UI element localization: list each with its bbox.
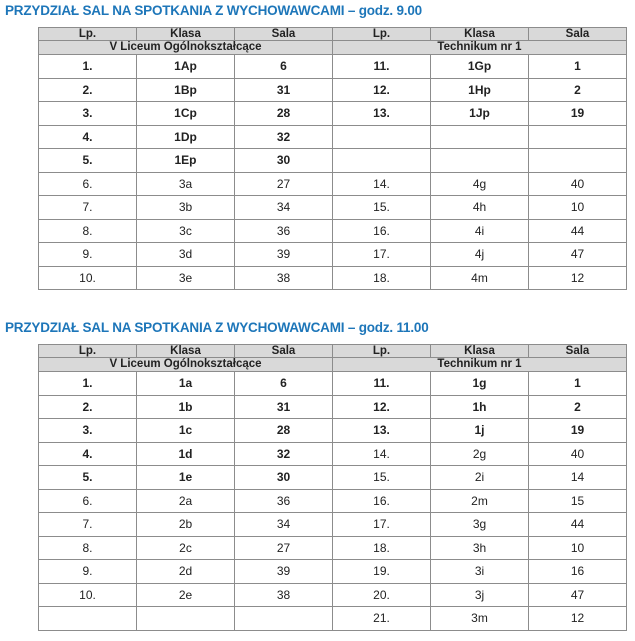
lp-cell: 18. [333, 266, 431, 290]
lp-cell: 7. [39, 513, 137, 537]
table-row [39, 102, 627, 126]
school-name-liceum: V Liceum Ogólnokształcące [39, 358, 333, 372]
sala-header: Sala [529, 28, 627, 41]
lp-cell: 16. [333, 219, 431, 243]
schedule-table-11 [38, 344, 627, 631]
lp-cell: 10. [39, 266, 137, 290]
klasa-cell: 3i [431, 560, 529, 584]
klasa-header: Klasa [137, 345, 235, 358]
sala-cell: 14 [529, 466, 627, 490]
klasa-cell [137, 607, 235, 631]
klasa-cell: 3j [431, 583, 529, 607]
sala-cell: 31 [235, 395, 333, 419]
lp-cell: 6. [39, 172, 137, 196]
sala-cell: 19 [529, 102, 627, 126]
sala-cell: 28 [235, 102, 333, 126]
table-row [39, 395, 627, 419]
lp-cell: 13. [333, 102, 431, 126]
lp-cell: 4. [39, 442, 137, 466]
sala-cell: 34 [235, 513, 333, 537]
school-name-liceum: V Liceum Ogólnokształcące [39, 41, 333, 55]
sala-cell: 2 [529, 395, 627, 419]
sala-cell: 32 [235, 442, 333, 466]
lp-cell: 3. [39, 102, 137, 126]
sala-cell: 38 [235, 583, 333, 607]
school-group-row [39, 358, 627, 372]
table-row [39, 78, 627, 102]
klasa-cell: 2a [137, 489, 235, 513]
table-row [39, 243, 627, 267]
klasa-cell [431, 125, 529, 149]
lp-cell: 6. [39, 489, 137, 513]
klasa-cell: 3e [137, 266, 235, 290]
lp-cell: 15. [333, 466, 431, 490]
table-row [39, 607, 627, 631]
klasa-cell: 1Cp [137, 102, 235, 126]
klasa-cell: 1Dp [137, 125, 235, 149]
lp-cell: 12. [333, 78, 431, 102]
lp-cell: 5. [39, 466, 137, 490]
sala-cell: 27 [235, 536, 333, 560]
lp-cell: 12. [333, 395, 431, 419]
sala-cell: 2 [529, 78, 627, 102]
lp-cell [39, 607, 137, 631]
table-row [39, 560, 627, 584]
lp-cell: 9. [39, 243, 137, 267]
klasa-cell: 4i [431, 219, 529, 243]
sala-cell: 47 [529, 583, 627, 607]
table-row [39, 489, 627, 513]
klasa-cell: 3c [137, 219, 235, 243]
sala-cell: 1 [529, 372, 627, 396]
table-row [39, 419, 627, 443]
sala-cell: 10 [529, 196, 627, 220]
sala-cell: 40 [529, 172, 627, 196]
lp-cell: 1. [39, 55, 137, 79]
lp-cell: 7. [39, 196, 137, 220]
klasa-cell: 1e [137, 466, 235, 490]
sala-cell: 44 [529, 219, 627, 243]
klasa-cell: 1Jp [431, 102, 529, 126]
klasa-cell: 2m [431, 489, 529, 513]
klasa-cell: 2e [137, 583, 235, 607]
klasa-cell: 2c [137, 536, 235, 560]
klasa-cell: 3d [137, 243, 235, 267]
lp-cell: 4. [39, 125, 137, 149]
lp-cell: 2. [39, 395, 137, 419]
klasa-cell: 3h [431, 536, 529, 560]
lp-cell: 14. [333, 442, 431, 466]
klasa-header: Klasa [431, 345, 529, 358]
table-row [39, 466, 627, 490]
lp-cell: 15. [333, 196, 431, 220]
lp-cell: 20. [333, 583, 431, 607]
table-row [39, 513, 627, 537]
header-row [39, 345, 627, 358]
school-name-technikum: Technikum nr 1 [333, 358, 627, 372]
table-row [39, 536, 627, 560]
lp-cell: 8. [39, 536, 137, 560]
table-row [39, 172, 627, 196]
klasa-cell: 1b [137, 395, 235, 419]
lp-header: Lp. [333, 28, 431, 41]
sala-cell: 19 [529, 419, 627, 443]
klasa-header: Klasa [431, 28, 529, 41]
sala-cell: 15 [529, 489, 627, 513]
lp-cell: 9. [39, 560, 137, 584]
sala-cell: 6 [235, 55, 333, 79]
table-row [39, 125, 627, 149]
klasa-cell: 3m [431, 607, 529, 631]
sala-cell: 34 [235, 196, 333, 220]
klasa-cell: 3g [431, 513, 529, 537]
klasa-cell: 1h [431, 395, 529, 419]
lp-cell: 11. [333, 372, 431, 396]
sala-cell: 38 [235, 266, 333, 290]
table-row [39, 372, 627, 396]
lp-cell [333, 149, 431, 173]
lp-cell: 13. [333, 419, 431, 443]
klasa-cell: 2d [137, 560, 235, 584]
sala-cell: 16 [529, 560, 627, 584]
klasa-cell: 4j [431, 243, 529, 267]
sala-cell [529, 125, 627, 149]
lp-cell: 11. [333, 55, 431, 79]
table-row [39, 55, 627, 79]
klasa-cell: 2i [431, 466, 529, 490]
sala-cell: 31 [235, 78, 333, 102]
sala-cell: 47 [529, 243, 627, 267]
lp-cell: 16. [333, 489, 431, 513]
klasa-cell: 1d [137, 442, 235, 466]
sala-cell: 28 [235, 419, 333, 443]
sala-header: Sala [529, 345, 627, 358]
sala-cell: 30 [235, 466, 333, 490]
section-heading-11: PRZYDZIAŁ SAL NA SPOTKANIA Z WYCHOWAWCAMI – godz. 11.00 [5, 320, 429, 335]
header-row [39, 28, 627, 41]
lp-header: Lp. [39, 345, 137, 358]
klasa-cell: 1c [137, 419, 235, 443]
lp-cell: 10. [39, 583, 137, 607]
school-name-technikum: Technikum nr 1 [333, 41, 627, 55]
klasa-cell: 1Bp [137, 78, 235, 102]
klasa-cell: 4h [431, 196, 529, 220]
lp-cell: 18. [333, 536, 431, 560]
klasa-cell: 1a [137, 372, 235, 396]
lp-header: Lp. [333, 345, 431, 358]
lp-cell: 2. [39, 78, 137, 102]
klasa-cell: 4g [431, 172, 529, 196]
lp-cell: 14. [333, 172, 431, 196]
sala-cell: 36 [235, 489, 333, 513]
klasa-cell: 1Hp [431, 78, 529, 102]
lp-header: Lp. [39, 28, 137, 41]
table-row [39, 149, 627, 173]
lp-cell: 8. [39, 219, 137, 243]
sala-cell: 10 [529, 536, 627, 560]
sala-cell: 30 [235, 149, 333, 173]
sala-cell [235, 607, 333, 631]
sala-header: Sala [235, 28, 333, 41]
klasa-cell: 1j [431, 419, 529, 443]
sala-cell: 40 [529, 442, 627, 466]
lp-cell: 1. [39, 372, 137, 396]
klasa-cell: 1Ap [137, 55, 235, 79]
table-row [39, 442, 627, 466]
sala-cell: 1 [529, 55, 627, 79]
table-row [39, 583, 627, 607]
klasa-cell: 3b [137, 196, 235, 220]
klasa-cell: 1Ep [137, 149, 235, 173]
lp-cell: 19. [333, 560, 431, 584]
sala-header: Sala [235, 345, 333, 358]
table-row [39, 196, 627, 220]
sala-cell: 27 [235, 172, 333, 196]
table-row [39, 266, 627, 290]
section-heading-9: PRZYDZIAŁ SAL NA SPOTKANIA Z WYCHOWAWCAMI – godz. 9.00 [5, 3, 422, 18]
klasa-cell: 2g [431, 442, 529, 466]
klasa-cell: 1Gp [431, 55, 529, 79]
sala-cell: 12 [529, 266, 627, 290]
klasa-cell [431, 149, 529, 173]
sala-cell: 6 [235, 372, 333, 396]
sala-cell: 39 [235, 243, 333, 267]
klasa-header: Klasa [137, 28, 235, 41]
klasa-cell: 4m [431, 266, 529, 290]
school-group-row [39, 41, 627, 55]
lp-cell: 17. [333, 243, 431, 267]
lp-cell [333, 125, 431, 149]
lp-cell: 21. [333, 607, 431, 631]
lp-cell: 5. [39, 149, 137, 173]
klasa-cell: 2b [137, 513, 235, 537]
schedule-table-9 [38, 27, 627, 290]
sala-cell [529, 149, 627, 173]
klasa-cell: 1g [431, 372, 529, 396]
sala-cell: 44 [529, 513, 627, 537]
lp-cell: 3. [39, 419, 137, 443]
sala-cell: 32 [235, 125, 333, 149]
sala-cell: 39 [235, 560, 333, 584]
lp-cell: 17. [333, 513, 431, 537]
sala-cell: 36 [235, 219, 333, 243]
table-row [39, 219, 627, 243]
sala-cell: 12 [529, 607, 627, 631]
klasa-cell: 3a [137, 172, 235, 196]
